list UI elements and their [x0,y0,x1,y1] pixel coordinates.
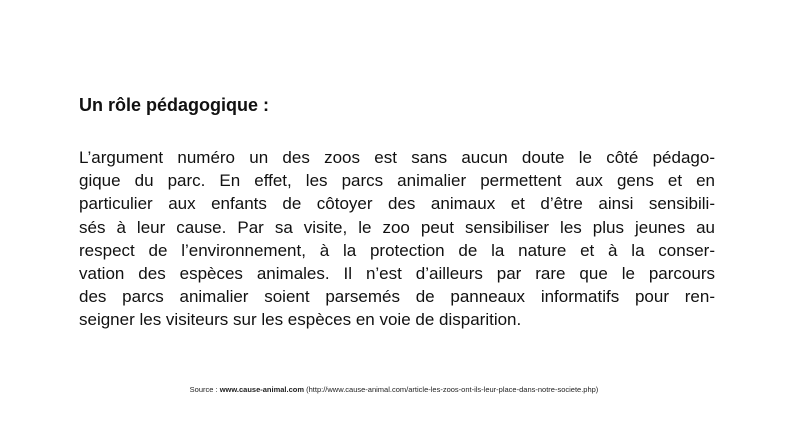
section-heading: Un rôle pédagogique : [79,95,270,115]
paragraph-line: gique du parc. En effet, les parcs animalier permettent aux gens et en [79,171,715,191]
paragraph-line: particulier aux enfants de côtoyer des animaux et d’être ainsi sensibili- [79,194,715,214]
paragraph-line: seigner les visiteurs sur les espèces en voie de disparition. [79,310,522,330]
paragraph-line: sés à leur cause. Par sa visite, le zoo peut sensibiliser les plus jeunes au [79,217,715,237]
source-site: www.cause-animal.com [219,385,305,394]
paragraph-line: respect de l’environnement, à la protection de la nature et à la conser- [79,240,715,260]
paragraph-line: vation des espèces animales. Il n’est d’ailleurs par rare que le parcours [79,264,715,284]
source-label: Source : [189,385,220,394]
body-paragraph [79,146,719,332]
paragraph-line: des parcs animalier soient parsemés de panneaux informatifs pour ren- [79,287,715,307]
paragraph-line: L’argument numéro un des zoos est sans aucun doute le côté pédago- [79,148,715,167]
source-url: (http://www.cause-animal.com/article-les-zoos-ont-ils-leur-place-dans-notre-societe.php) [304,385,599,394]
source-citation [0,385,788,394]
